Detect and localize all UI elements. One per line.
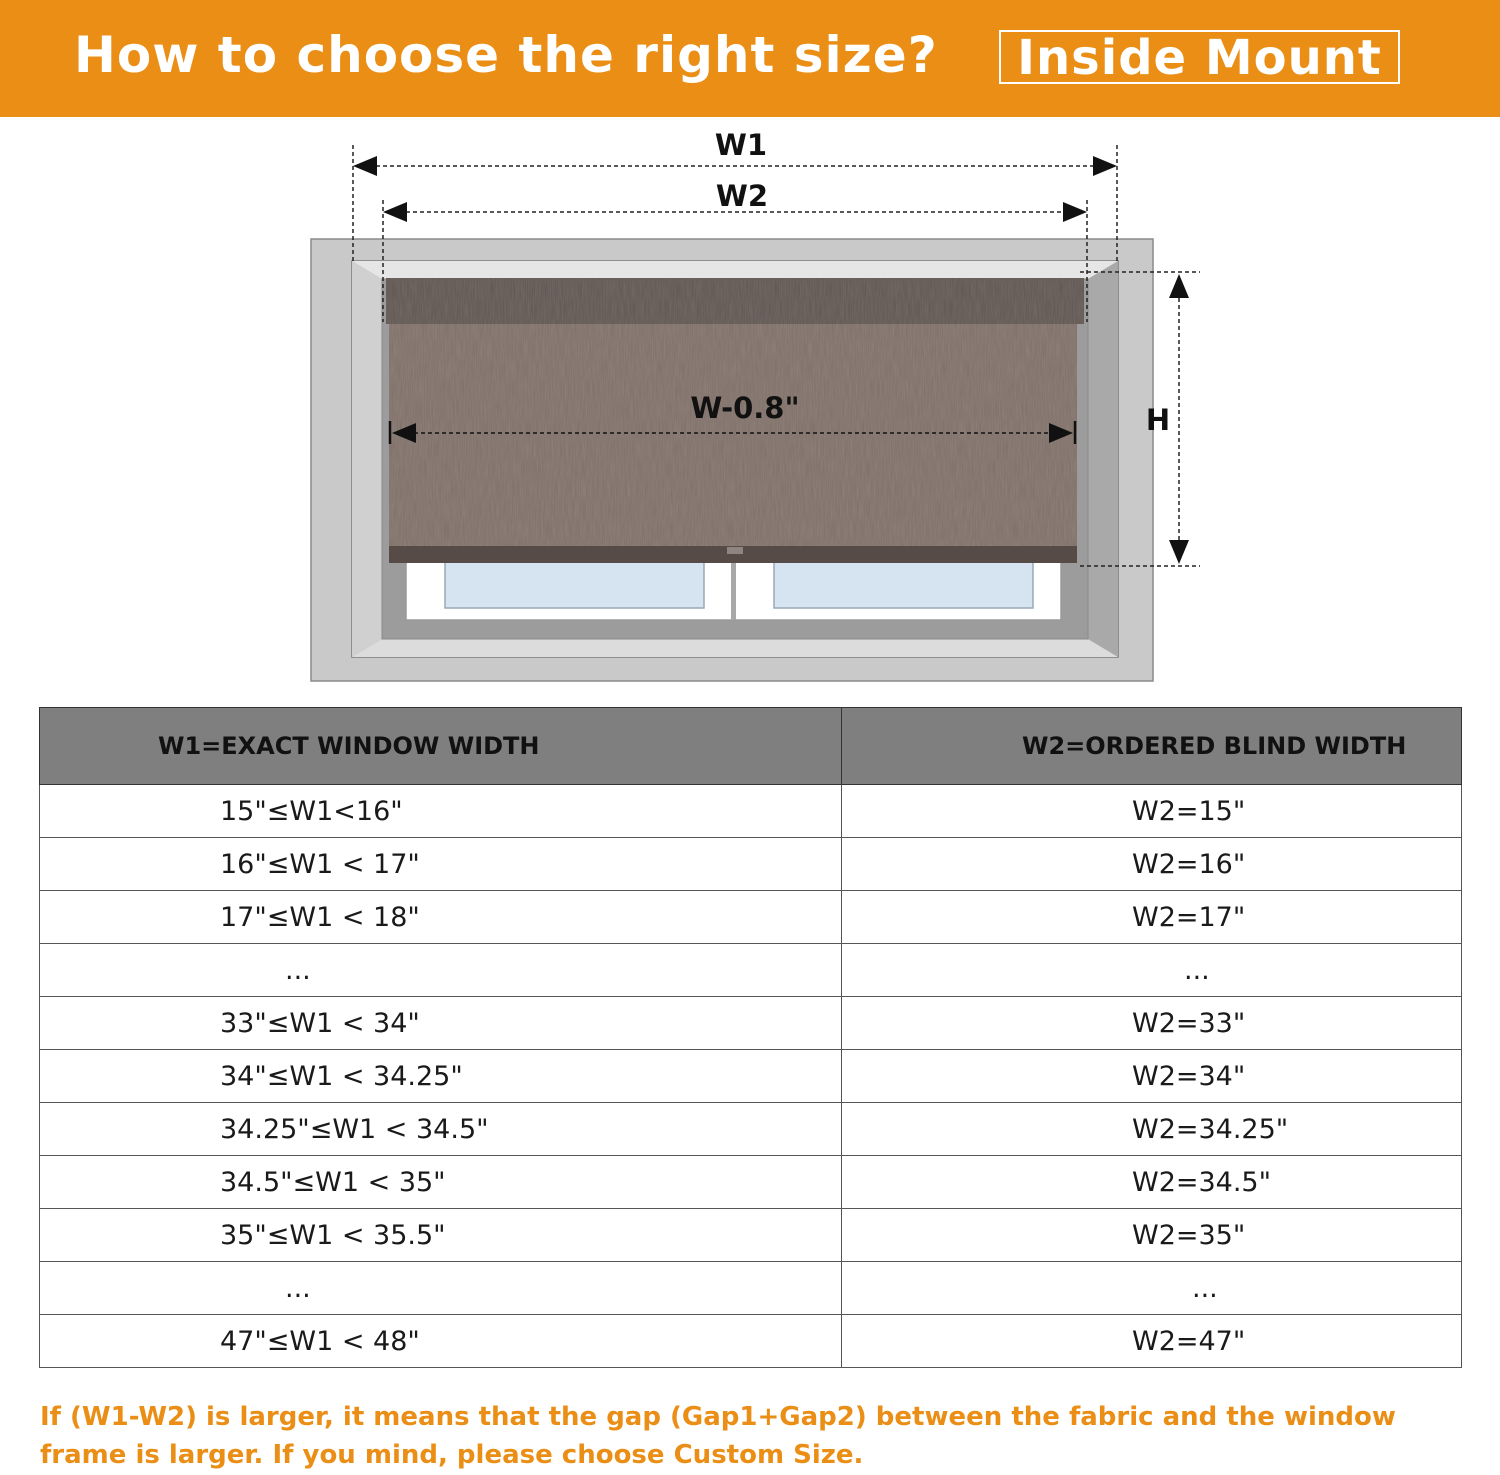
blind-width-cell: W2=47" [842,1315,1462,1368]
window-width-cell: 34.5"≤W1 < 35" [40,1156,842,1209]
window-width-cell: 15"≤W1<16" [40,785,842,838]
table-row [40,1156,1462,1209]
window-width-cell: 35"≤W1 < 35.5" [40,1209,842,1262]
window-width-cell: 33"≤W1 < 34" [40,997,842,1050]
page-title: How to choose the right size? [74,26,938,84]
blind-width-cell: W2=33" [842,997,1462,1050]
table-header-row [40,708,1462,785]
window-width-cell: 16"≤W1 < 17" [40,838,842,891]
blind-width-cell: ... [842,944,1462,997]
window-width-cell: ... [40,944,842,997]
blind-width-cell: W2=34" [842,1050,1462,1103]
height-label: H [1145,403,1171,437]
table-row [40,1262,1462,1315]
blind-width-cell: W2=17" [842,891,1462,944]
window-width-cell: 34.25"≤W1 < 34.5" [40,1103,842,1156]
size-table [39,707,1462,1368]
size-note: If (W1-W2) is larger, it means that the gap (Gap1+Gap2) between the fabric and the window frame is larger. If you mind, please choose Custom Size. [40,1402,1396,1470]
blind-width-cell: W2=34.5" [842,1156,1462,1209]
window-width-cell: ... [40,1262,842,1315]
table-row [40,1209,1462,1262]
window-width-cell: 17"≤W1 < 18" [40,891,842,944]
window-diagram [0,117,1500,697]
table-row [40,1103,1462,1156]
table-row [40,944,1462,997]
fabric-width-label: W-0.8" [690,391,800,425]
table-row [40,785,1462,838]
mount-type-badge: Inside Mount [999,30,1400,84]
blind-width-cell: W2=15" [842,785,1462,838]
window-width-cell: 47"≤W1 < 48" [40,1315,842,1368]
table-row [40,1050,1462,1103]
column-header-blind-width: W2=ORDERED BLIND WIDTH [842,708,1462,785]
blind-width-cell: W2=16" [842,838,1462,891]
w1-label: W1 [714,128,768,162]
blind-width-cell: ... [842,1262,1462,1315]
table-row [40,997,1462,1050]
window-width-cell: 34"≤W1 < 34.25" [40,1050,842,1103]
column-header-window-width: W1=EXACT WINDOW WIDTH [40,708,842,785]
table-row [40,838,1462,891]
w2-label: W2 [715,179,769,213]
blind-width-cell: W2=34.25" [842,1103,1462,1156]
table-row [40,1315,1462,1368]
blind-width-cell: W2=35" [842,1209,1462,1262]
header-banner [0,0,1500,117]
table-row [40,891,1462,944]
